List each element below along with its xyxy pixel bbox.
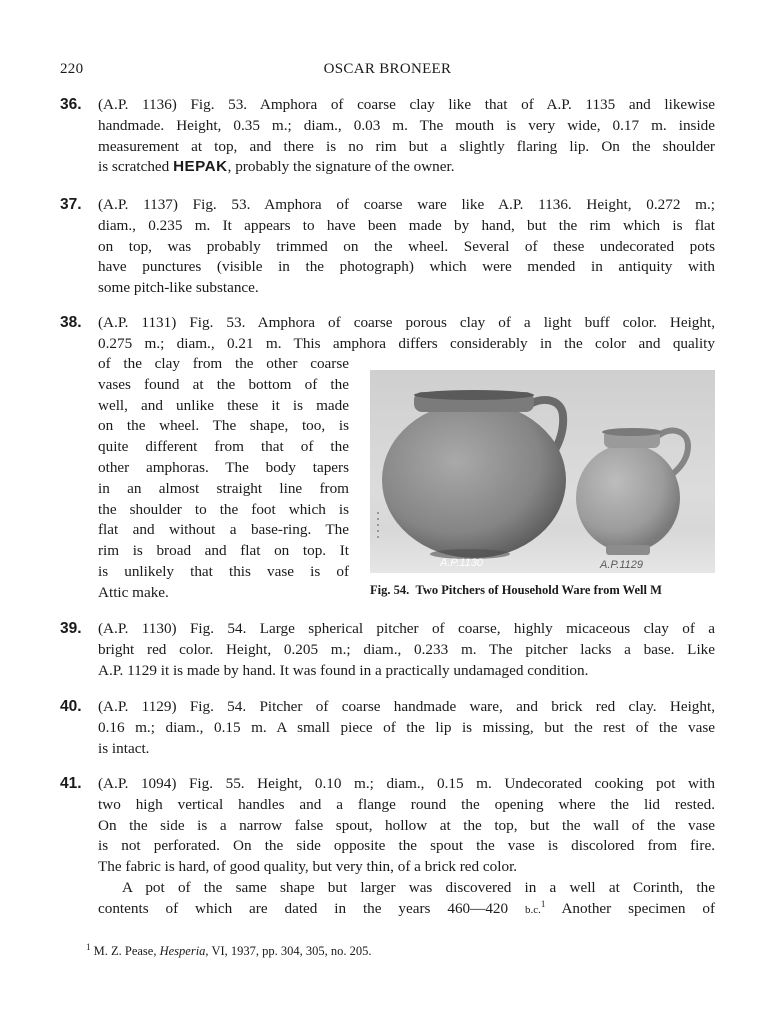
text-line: some pitch-like substance. bbox=[98, 279, 259, 297]
entry-number: 36. bbox=[60, 96, 82, 113]
catalog-entry-36 bbox=[60, 95, 715, 178]
figure-photo bbox=[370, 370, 715, 573]
page-number: 220 bbox=[60, 61, 84, 77]
text-line: 0.275 m.; diam., 0.21 m. This amphora differs considerably in the color and quality bbox=[98, 334, 715, 352]
text-line: is intact. bbox=[98, 739, 150, 757]
running-author: OSCAR BRONEER bbox=[323, 61, 452, 77]
caption-text: Two Pitchers of Household Ware from Well M bbox=[415, 583, 662, 597]
text-line: is not perforated. On the side opposite the spout the vase is discolored from fire. bbox=[98, 837, 715, 855]
text-line: flat and without a base-ring. The bbox=[98, 521, 349, 539]
text-line: vases found at the bottom of the bbox=[98, 375, 349, 393]
text-line: quite different from that of the bbox=[98, 438, 349, 456]
text-line: (A.P. 1136) Fig. 53. Amphora of coarse clay like that of A.P. 1135 and likewise bbox=[98, 96, 715, 113]
text-line: rim is broad and flat on top. It bbox=[98, 542, 349, 560]
footnote-journal: Hesperia bbox=[159, 944, 206, 958]
text-line bbox=[98, 157, 715, 178]
catalog-entry-40 bbox=[60, 697, 715, 759]
text-line: A pot of the same shape but larger was discovered in a well at Corinth, the bbox=[122, 878, 715, 896]
footnote-author: M. Z. Pease, bbox=[93, 944, 160, 958]
entry-text bbox=[98, 95, 715, 116]
text-line: of the clay from the other coarse bbox=[98, 355, 349, 372]
entry-text bbox=[98, 619, 715, 681]
text-line: measurement at top, and there is no rim but a slightly flaring lip. On the shoulder bbox=[98, 137, 715, 155]
text-line: The fabric is hard, of good quality, but very thin, of a brick red color. bbox=[98, 858, 518, 876]
caption-figure-number: Fig. 54. bbox=[370, 583, 410, 597]
entry-number: 37. bbox=[60, 196, 82, 213]
entry-text bbox=[98, 774, 715, 921]
entry-text bbox=[98, 313, 715, 355]
text-line: On the side is a narrow false spout, hollow at the top, but the wall of the vase bbox=[98, 816, 715, 834]
text-fragment: is scratched bbox=[98, 158, 174, 176]
entry-38-column-text bbox=[98, 354, 349, 604]
text-fragment: contents of which are dated in the years 460—420 bbox=[98, 899, 525, 917]
label-ap1130: A.P.1130 bbox=[440, 557, 484, 569]
text-line: 0.16 m.; diam., 0.15 m. A small piece of the lip is missing, but the rest of the vase bbox=[98, 718, 715, 736]
entry-number: 39. bbox=[60, 620, 82, 637]
text-line: bright red color. Height, 0.205 m.; diam., 0.233 m. The pitcher lacks a base. Like bbox=[98, 640, 715, 658]
text-fragment: Another specimen of bbox=[545, 899, 715, 917]
catalog-entry-37 bbox=[60, 195, 715, 299]
footnote-marker: 1 bbox=[86, 941, 91, 952]
footnote-rest: , VI, 1937, pp. 304, 305, no. 205. bbox=[205, 944, 372, 958]
running-header bbox=[60, 61, 715, 81]
entry-number: 40. bbox=[60, 698, 82, 715]
text-line: have punctures (visible in the photograph) which were mended in antiquity with bbox=[98, 258, 715, 276]
catalog-entry-39 bbox=[60, 619, 715, 681]
text-line bbox=[98, 899, 715, 921]
text-line: (A.P. 1131) Fig. 53. Amphora of coarse porous clay of a light buff color. Height, bbox=[98, 314, 715, 331]
text-line: Attic make. bbox=[98, 583, 169, 601]
label-ap1129: A.P.1129 bbox=[600, 559, 644, 571]
text-line: A.P. 1129 it is made by hand. It was found in a practically undamaged condition. bbox=[98, 661, 589, 679]
text-line: on top, was probably trimmed on the wheel. Several of these undecorated pots bbox=[98, 237, 715, 255]
text-line: (A.P. 1094) Fig. 55. Height, 0.10 m.; diam., 0.15 m. Undecorated cooking pot with bbox=[98, 775, 715, 792]
inscription-text: HΕΡΑΚ bbox=[173, 158, 228, 176]
text-line: (A.P. 1137) Fig. 53. Amphora of coarse ware like A.P. 1136. Height, 0.272 m.; bbox=[98, 196, 715, 213]
text-line: handmade. Height, 0.35 m.; diam., 0.03 m. The mouth is very wide, 0.17 m. inside bbox=[98, 116, 715, 134]
text-line: diam., 0.235 m. It appears to have been made by hand, but the rim which is flat bbox=[98, 216, 715, 234]
footnote bbox=[86, 941, 372, 959]
text-fragment: , probably the signature of the owner. bbox=[227, 158, 455, 176]
text-line: well, and unlike these it is made bbox=[98, 396, 349, 414]
entry-number: 38. bbox=[60, 314, 82, 331]
text-line: two high vertical handles and a flange round the opening where the lid rested. bbox=[98, 795, 715, 813]
entry-text bbox=[98, 697, 715, 759]
entry-text bbox=[98, 195, 715, 299]
footnote-ref: 1 bbox=[540, 898, 546, 909]
text-line: (A.P. 1130) Fig. 54. Large spherical pitcher of coarse, highly micaceous clay of a bbox=[98, 620, 715, 637]
text-line: (A.P. 1129) Fig. 54. Pitcher of coarse handmade ware, and brick red clay. Height, bbox=[98, 698, 715, 715]
text-line: other amphoras. The body tapers bbox=[98, 458, 349, 476]
text-line: on the wheel. The shape, too, is bbox=[98, 417, 349, 435]
era-abbrev: b.c. bbox=[525, 903, 541, 916]
large-pitcher bbox=[382, 390, 566, 559]
text-line: in an almost straight line from bbox=[98, 479, 349, 497]
entry-number: 41. bbox=[60, 775, 82, 792]
pitchers-illustration bbox=[370, 370, 715, 573]
text-line: the shoulder to the foot which is bbox=[98, 500, 349, 518]
catalog-entry-38 bbox=[60, 313, 715, 355]
figure-caption bbox=[370, 583, 715, 598]
catalog-entry-41 bbox=[60, 774, 715, 921]
text-line: is unlikely that this vase is of bbox=[98, 562, 349, 580]
